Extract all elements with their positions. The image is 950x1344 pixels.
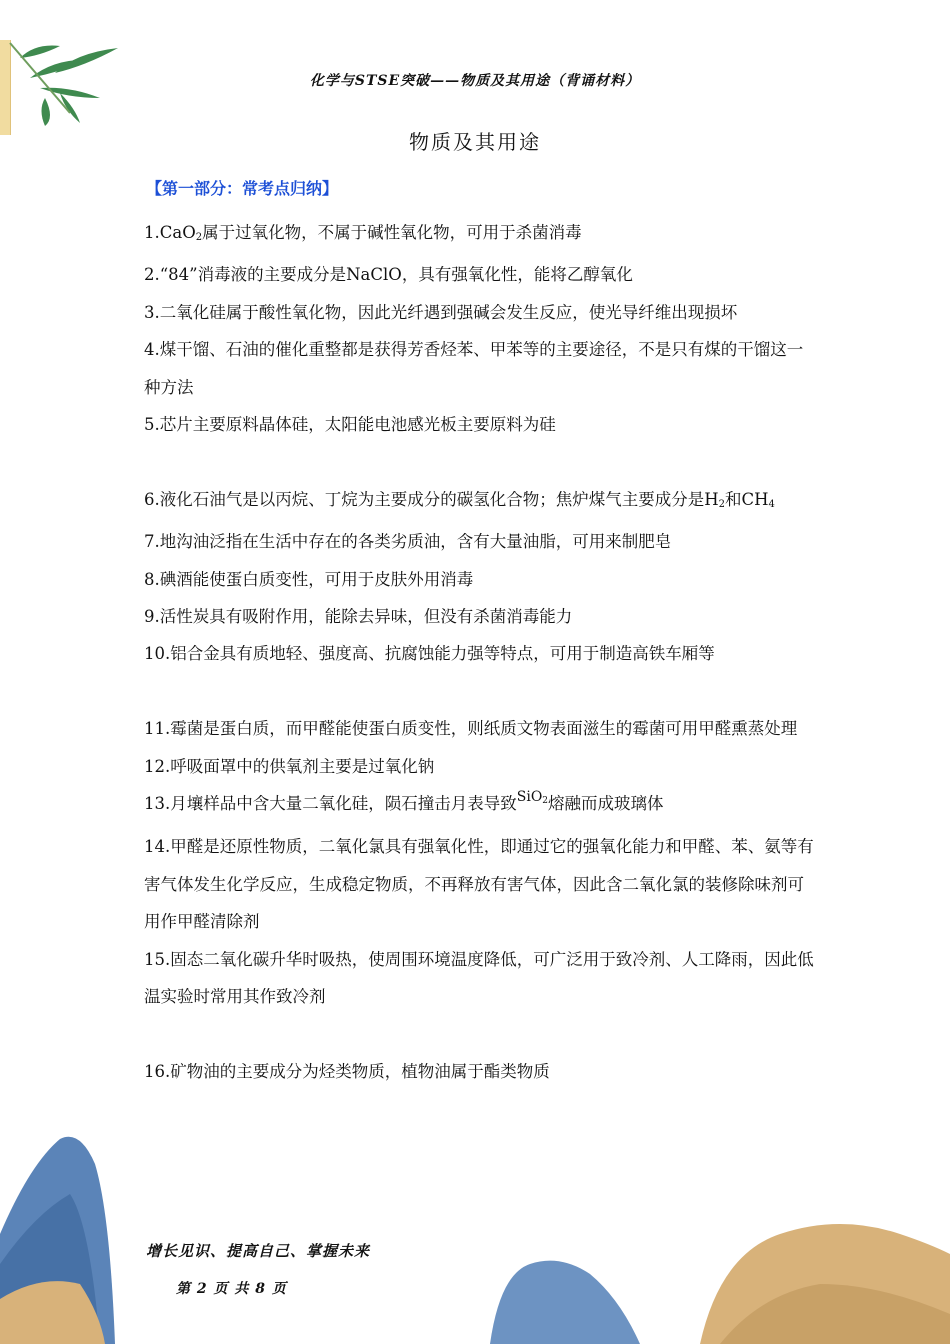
footer-motto: 增长见识、提高自己、掌握未来 <box>146 1242 371 1260</box>
list-item: 11.霉菌是蛋白质，而甲醛能使蛋白质变性，则纸质文物表面滋生的霉菌可用甲醛熏蒸处理 <box>144 719 798 739</box>
list-item: 3.二氧化硅属于酸性氧化物，因此光纤遇到强碱会发生反应，使光导纤维出现损坏 <box>144 302 738 322</box>
mountain-landscape-icon <box>0 1124 950 1344</box>
list-item: 9.活性炭具有吸附作用，能除去异味，但没有杀菌消毒能力 <box>144 607 573 627</box>
document-header: 化学与STSE突破——物质及其用途（背诵材料） <box>309 73 641 89</box>
list-item: 5.芯片主要原料晶体硅，太阳能电池感光板主要原料为硅 <box>144 415 556 435</box>
list-item: 14.甲醛是还原性物质，二氧化氯具有强氧化性，即通过它的强氧化能力和甲醛、苯、氨等有害气体发生化学反应，生成稳定物质，不再释放有害气体，因此含二氧化氯的装修除味剂可用作甲醛清除剂 <box>144 837 814 932</box>
content-list <box>144 214 814 1090</box>
list-item: 7.地沟油泛指在生活中存在的各类劣质油，含有大量油脂，可用来制肥皂 <box>144 532 672 552</box>
list-item: 6.液化石油气是以丙烷、丁烷为主要成分的碳氢化合物；焦炉煤气主要成分是$H_2$和$CH_4$ <box>144 489 775 510</box>
list-item: 8.碘酒能使蛋白质变性，可用于皮肤外用消毒 <box>144 569 474 589</box>
list-item: 10.铝合金具有质地轻、强度高、抗腐蚀能力强等特点，可用于制造高铁车厢等 <box>144 644 715 664</box>
list-item: 2.“84”消毒液的主要成分是NaClO，具有强氧化性，能将乙醇氧化 <box>144 265 633 285</box>
list-item: 4.煤干馏、石油的催化重整都是获得芳香烃苯、甲苯等的主要途径，不是只有煤的干馏这一种方法 <box>144 340 804 397</box>
section-heading: 【第一部分：常考点归纳】 <box>146 179 339 198</box>
page-title: 物质及其用途 <box>409 130 541 154</box>
list-item: 15.固态二氧化碳升华时吸热，使周围环境温度降低，可广泛用于致冷剂、人工降雨，因此低温实验时常用其作致冷剂 <box>144 949 814 1007</box>
list-item: 13.月壤样品中含大量二氧化硅，陨石撞击月表导致$^{SiO_2}$熔融而成玻璃体 <box>144 789 664 814</box>
list-item: 12.呼吸面罩中的供氧剂主要是过氧化钠 <box>144 756 435 776</box>
page-number: 第 2 页 共 8 页 <box>176 1281 287 1297</box>
list-item: 16.矿物油的主要成分为烃类物质，植物油属于酯类物质 <box>144 1061 550 1081</box>
list-item: 1.CaO$_2$属于过氧化物，不属于碱性氧化物，可用于杀菌消毒 <box>144 223 582 243</box>
